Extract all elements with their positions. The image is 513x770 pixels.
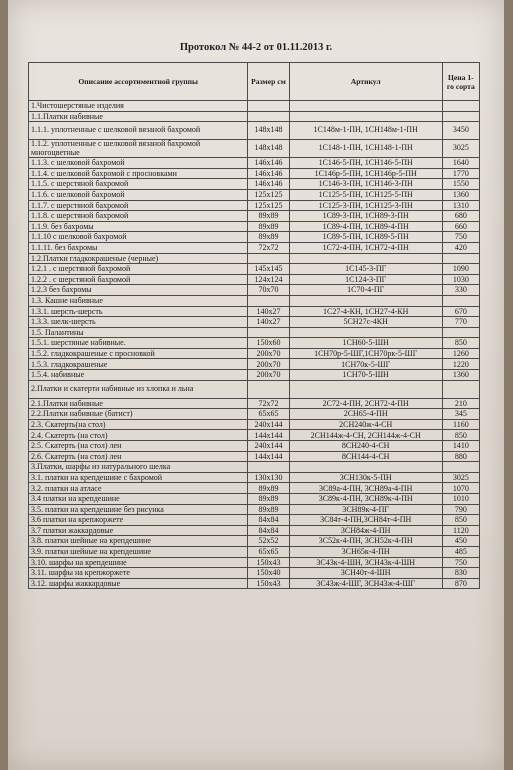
cell-description: 1.1.11. без бахромы — [29, 242, 248, 253]
cell-description: 3.11. шарфы на крепжоржете — [29, 568, 248, 579]
table-row — [29, 211, 480, 222]
cell-price: 1640 — [442, 158, 479, 169]
cell-size: 89x89 — [248, 221, 289, 232]
cell-size: 89x89 — [248, 504, 289, 515]
cell-price: 1550 — [442, 179, 479, 190]
cell-size: 125x125 — [248, 189, 289, 200]
cell-description: 1.2.1 . с шерстяной бахромой — [29, 264, 248, 275]
cell-size: 144x144 — [248, 451, 289, 462]
cell-price: 1360 — [442, 189, 479, 200]
cell-description: 1.3.3. шелк-шерсть — [29, 317, 248, 328]
cell-article: 3С43к-4-ШН, 3СН43к-4-ШН — [289, 557, 442, 568]
cell-price: 1160 — [442, 419, 479, 430]
cell-article: 1С125-3-ПН, 1СН125-3-ПН — [289, 200, 442, 211]
table-row — [29, 264, 480, 275]
cell-description: 3.4 платки на крепдешине — [29, 494, 248, 505]
cell-description: 1.1.3. с шелковой бахромой — [29, 158, 248, 169]
cell-size: 84x84 — [248, 525, 289, 536]
cell-article: 1СН70-5-ШН — [289, 370, 442, 381]
cell-price: 850 — [442, 338, 479, 349]
table-row — [29, 462, 480, 473]
table-row — [29, 327, 480, 338]
cell-price: 3025 — [442, 472, 479, 483]
cell-size — [248, 111, 289, 122]
header-price: Цена 1-го сорта — [442, 63, 479, 101]
cell-price — [442, 295, 479, 306]
cell-article: 8СН240-4-СН — [289, 441, 442, 452]
cell-description: 1.1.6. с шелковой бахромой — [29, 189, 248, 200]
table-row — [29, 430, 480, 441]
table-row — [29, 232, 480, 243]
cell-description: 1.Чистошерстяные изделия — [29, 101, 248, 112]
cell-size: 146x146 — [248, 158, 289, 169]
document-title: Протокол № 44-2 от 01.11.2013 г. — [179, 42, 333, 53]
table-row — [29, 525, 480, 536]
cell-description: 1.5.3. гладкокрашеные — [29, 359, 248, 370]
cell-price — [442, 111, 479, 122]
cell-price: 1310 — [442, 200, 479, 211]
cell-description: 3.2. платки на атласе — [29, 483, 248, 494]
cell-article: 3СН65к-4-ПН — [289, 546, 442, 557]
cell-price: 790 — [442, 504, 479, 515]
cell-article — [289, 253, 442, 264]
cell-description: 3.1. платки на крепдешине с бахромой — [29, 472, 248, 483]
table-row — [29, 359, 480, 370]
cell-price: 680 — [442, 211, 479, 222]
cell-description: 3.9. платки шейные на крепдешине — [29, 546, 248, 557]
cell-size: 150x43 — [248, 578, 289, 589]
cell-article — [289, 295, 442, 306]
cell-article: 3СН89к-4-ПГ — [289, 504, 442, 515]
table-row — [29, 568, 480, 579]
cell-size: 145x145 — [248, 264, 289, 275]
cell-size: 200x70 — [248, 370, 289, 381]
cell-description: 1.1.5. с шерстяной бахромой — [29, 179, 248, 190]
table-row — [29, 515, 480, 526]
table-row — [29, 285, 480, 296]
cell-article: 1С146-3-ПН, 1СН146-3-ПН — [289, 179, 442, 190]
cell-size: 240x144 — [248, 441, 289, 452]
table-row — [29, 348, 480, 359]
cell-article: 1С70-4-ПГ — [289, 285, 442, 296]
table-row — [29, 441, 480, 452]
table-row — [29, 380, 480, 398]
cell-price: 750 — [442, 232, 479, 243]
cell-size: 70x70 — [248, 285, 289, 296]
cell-description: 1.3. Кашне набивные — [29, 295, 248, 306]
cell-price: 1070 — [442, 483, 479, 494]
cell-price: 1120 — [442, 525, 479, 536]
cell-size: 65x65 — [248, 409, 289, 420]
cell-price: 210 — [442, 398, 479, 409]
cell-size: 148x148 — [248, 140, 289, 158]
table-row — [29, 398, 480, 409]
cell-price: 1770 — [442, 168, 479, 179]
table-body — [29, 101, 480, 589]
cell-price: 660 — [442, 221, 479, 232]
cell-article: 1С148м-1-ПН, 1СН148м-1-ПН — [289, 122, 442, 140]
cell-description: 2.6. Скатерть (на стол) лен — [29, 451, 248, 462]
cell-price: 1260 — [442, 348, 479, 359]
cell-description: 1.1.2. уплотненные с шелковой вязаной бахромой многоцветные — [29, 140, 248, 158]
cell-price: 345 — [442, 409, 479, 420]
cell-size: 140x27 — [248, 317, 289, 328]
cell-size — [248, 327, 289, 338]
table-row — [29, 200, 480, 211]
cell-article: 3СН84ж-4-ПН — [289, 525, 442, 536]
table-header-row — [29, 63, 480, 101]
cell-price — [442, 380, 479, 398]
cell-price: 420 — [442, 242, 479, 253]
cell-size: 89x89 — [248, 211, 289, 222]
table-row — [29, 483, 480, 494]
cell-size: 84x84 — [248, 515, 289, 526]
cell-size — [248, 101, 289, 112]
table-row — [29, 557, 480, 568]
table-row — [29, 409, 480, 420]
cell-description: 1.1.8. с шерстяной бахромой — [29, 211, 248, 222]
cell-article: 1СН70к-5-ШГ — [289, 359, 442, 370]
cell-size: 150x43 — [248, 557, 289, 568]
cell-size: 89x89 — [248, 494, 289, 505]
cell-description: 1.1.Платки набивные — [29, 111, 248, 122]
cell-description: 3.10. шарфы на крепдешине — [29, 557, 248, 568]
cell-size: 89x89 — [248, 232, 289, 243]
cell-price: 770 — [442, 317, 479, 328]
cell-article — [289, 101, 442, 112]
cell-price: 1090 — [442, 264, 479, 275]
price-table — [28, 62, 480, 589]
cell-size: 146x146 — [248, 179, 289, 190]
cell-price: 1410 — [442, 441, 479, 452]
cell-size: 150x40 — [248, 568, 289, 579]
cell-description: 3.8. платки шейные на крепдешине — [29, 536, 248, 547]
cell-description: 1.2.2 . с шерстяной бахромой — [29, 274, 248, 285]
table-row — [29, 472, 480, 483]
cell-size: 150x60 — [248, 338, 289, 349]
table-row — [29, 158, 480, 169]
cell-size: 144x144 — [248, 430, 289, 441]
header-description: Описание ассортиментной группы — [29, 63, 248, 101]
table-row — [29, 536, 480, 547]
cell-price: 1010 — [442, 494, 479, 505]
cell-price: 1030 — [442, 274, 479, 285]
cell-price: 1360 — [442, 370, 479, 381]
cell-size: 89x89 — [248, 483, 289, 494]
table-row — [29, 274, 480, 285]
cell-article: 1С89-4-ПН, 1СН89-4-ПН — [289, 221, 442, 232]
cell-article: 3С84т-4-ПН,3СН84т-4-ПН — [289, 515, 442, 526]
cell-price: 850 — [442, 515, 479, 526]
cell-description: 1.1.10 с шелковой бахромой — [29, 232, 248, 243]
cell-price: 870 — [442, 578, 479, 589]
cell-price: 485 — [442, 546, 479, 557]
cell-article: 1СН60-5-ШН — [289, 338, 442, 349]
cell-article — [289, 111, 442, 122]
cell-price — [442, 101, 479, 112]
cell-article: 1С148-1-ПН, 1СН148-1-ПН — [289, 140, 442, 158]
cell-description: 2.2.Платки набивные (батист) — [29, 409, 248, 420]
cell-size: 148x148 — [248, 122, 289, 140]
document-page — [8, 0, 504, 770]
table-row — [29, 122, 480, 140]
table-row — [29, 242, 480, 253]
table-row — [29, 451, 480, 462]
cell-size: 200x70 — [248, 348, 289, 359]
table-row — [29, 546, 480, 557]
cell-size: 146x146 — [248, 168, 289, 179]
cell-description: 3.5. платки на крепдешине без рисунка — [29, 504, 248, 515]
cell-price: 850 — [442, 430, 479, 441]
cell-size: 65x65 — [248, 546, 289, 557]
cell-description: 3.6 платки на крепжоржете — [29, 515, 248, 526]
cell-description: 2.5. Скатерть (на стол) лен — [29, 441, 248, 452]
cell-price: 880 — [442, 451, 479, 462]
cell-description: 1.5.2. гладкокрашеные с просновкой — [29, 348, 248, 359]
cell-price: 750 — [442, 557, 479, 568]
cell-price — [442, 327, 479, 338]
table-row — [29, 101, 480, 112]
cell-price: 3025 — [442, 140, 479, 158]
cell-price — [442, 253, 479, 264]
cell-article: 8СН144-4-СН — [289, 451, 442, 462]
cell-size: 72x72 — [248, 242, 289, 253]
cell-article: 1С72-4-ПН, 1СН72-4-ПН — [289, 242, 442, 253]
cell-article: 1С145-3-ПГ — [289, 264, 442, 275]
cell-article: 1СН70р-5-ШГ,1СН70рк-5-ШГ — [289, 348, 442, 359]
cell-size: 52x52 — [248, 536, 289, 547]
cell-size: 125x125 — [248, 200, 289, 211]
cell-description: 2.Платки и скатерти набивные из хлопка и льна — [29, 380, 248, 398]
table-row — [29, 140, 480, 158]
cell-size — [248, 295, 289, 306]
header-size: Размер см — [248, 63, 289, 101]
cell-price: 670 — [442, 306, 479, 317]
table-row — [29, 370, 480, 381]
cell-article: 1С27-4-КН, 1СН27-4-КН — [289, 306, 442, 317]
cell-description: 1.5.4. набивные — [29, 370, 248, 381]
cell-description: 1.1.1. уплотненные с шелковой вязаной бахромой — [29, 122, 248, 140]
table-row — [29, 253, 480, 264]
cell-description: 1.2.3 без бахромы — [29, 285, 248, 296]
cell-size — [248, 462, 289, 473]
cell-size: 72x72 — [248, 398, 289, 409]
table-row — [29, 578, 480, 589]
cell-description: 1.1.9. без бахромы — [29, 221, 248, 232]
cell-article: 3СН40т-4-ШН — [289, 568, 442, 579]
cell-description: 3.12. шарфы жаккардовые — [29, 578, 248, 589]
cell-article: 1С89-5-ПН, 1СН89-5-ПН — [289, 232, 442, 243]
cell-price: 1220 — [442, 359, 479, 370]
cell-article: 2СН144ж-4-СН, 2СН144ж-4-СН — [289, 430, 442, 441]
cell-article: 2С72-4-ПН, 2СН72-4-ПН — [289, 398, 442, 409]
header-article: Артикул — [289, 63, 442, 101]
cell-description: 1.1.7. с шерстяной бахромой — [29, 200, 248, 211]
cell-description: 1.1.4. с шелковой бахромой с просновками — [29, 168, 248, 179]
cell-article: 1С89-3-ПН, 1СН89-3-ПН — [289, 211, 442, 222]
cell-price — [442, 462, 479, 473]
cell-article: 3С43ж-4-ШГ, 3СН43ж-4-ШГ — [289, 578, 442, 589]
cell-article: 1С146-5-ПН, 1СН146-5-ПН — [289, 158, 442, 169]
table-row — [29, 317, 480, 328]
cell-article: 3СН130к-5-ПН — [289, 472, 442, 483]
cell-description: 1.5. Палантины — [29, 327, 248, 338]
table-row — [29, 419, 480, 430]
cell-description: 1.5.1. шерстяные набивные. — [29, 338, 248, 349]
table-row — [29, 179, 480, 190]
cell-article: 1С146р-5-ПН, 1СН146р-5-ПН — [289, 168, 442, 179]
cell-price: 330 — [442, 285, 479, 296]
cell-description: 1.2.Платки гладкокрашеные (черные) — [29, 253, 248, 264]
cell-article — [289, 462, 442, 473]
cell-article — [289, 380, 442, 398]
cell-article: 3С52к-4-ПН, 3СН52к-4-ПН — [289, 536, 442, 547]
table-row — [29, 494, 480, 505]
cell-size — [248, 380, 289, 398]
cell-description: 2.3. Скатерть(на стол) — [29, 419, 248, 430]
cell-size — [248, 253, 289, 264]
cell-article — [289, 327, 442, 338]
cell-description: 3.7 платки жаккардовые — [29, 525, 248, 536]
cell-price: 3450 — [442, 122, 479, 140]
cell-size: 200x70 — [248, 359, 289, 370]
cell-size: 240x144 — [248, 419, 289, 430]
table-row — [29, 295, 480, 306]
cell-description: 2.1.Платки набивные — [29, 398, 248, 409]
cell-article: 2СН240ж-4-СН — [289, 419, 442, 430]
cell-size: 140x27 — [248, 306, 289, 317]
cell-description: 3.Платки, шарфы из натурального шелка — [29, 462, 248, 473]
table-row — [29, 338, 480, 349]
table-row — [29, 221, 480, 232]
cell-size: 124x124 — [248, 274, 289, 285]
table-row — [29, 189, 480, 200]
cell-description: 2.4. Скатерть (на стол) — [29, 430, 248, 441]
table-row — [29, 168, 480, 179]
cell-article: 1С125-5-ПН, 1СН125-5-ПН — [289, 189, 442, 200]
table-row — [29, 111, 480, 122]
cell-description: 1.3.1. шерсть-шерсть — [29, 306, 248, 317]
cell-price: 450 — [442, 536, 479, 547]
cell-article: 2СН65-4-ПН — [289, 409, 442, 420]
cell-article: 3С89к-4-ПН, 3СН89к-4-ПН — [289, 494, 442, 505]
cell-price: 830 — [442, 568, 479, 579]
cell-article: 3С89а-4-ПН, 3СН89а-4-ПН — [289, 483, 442, 494]
cell-size: 130x130 — [248, 472, 289, 483]
cell-article: 1С124-3-ПГ — [289, 274, 442, 285]
cell-article: 5СН27с-4КН — [289, 317, 442, 328]
table-row — [29, 504, 480, 515]
table-row — [29, 306, 480, 317]
